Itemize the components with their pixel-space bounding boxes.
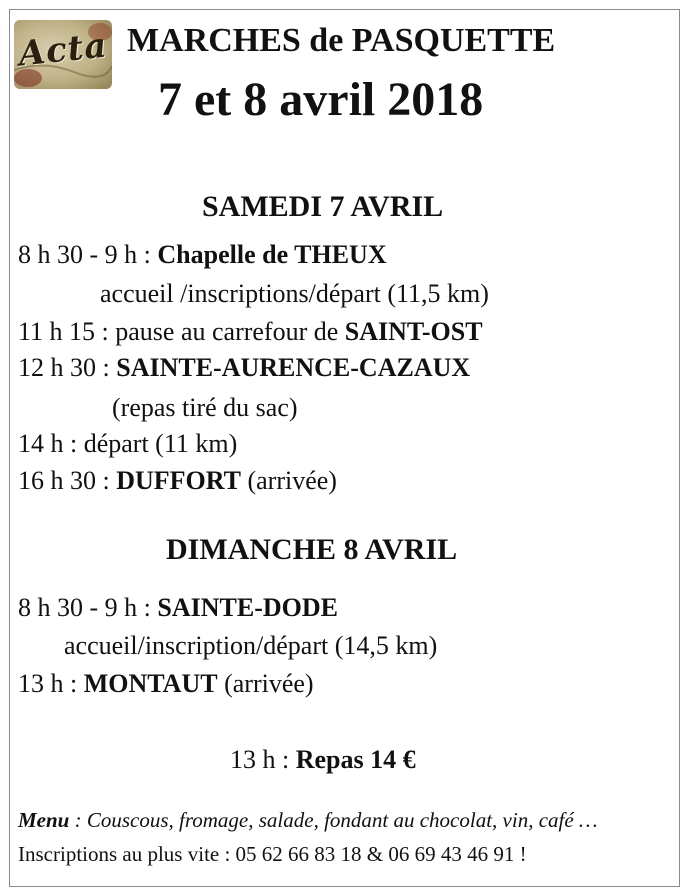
schedule-place: DUFFORT — [116, 466, 241, 495]
schedule-line — [18, 593, 338, 623]
acta-logo — [14, 20, 112, 89]
menu-label: Menu — [18, 808, 70, 832]
schedule-note: (arrivée) — [217, 669, 314, 698]
menu-items: : Couscous, fromage, salade, fondant au chocolat, vin, café … — [69, 808, 598, 832]
schedule-detail: accueil/inscription/départ (14,5 km) — [64, 631, 438, 660]
schedule-line — [18, 240, 387, 270]
logo-text: Acta — [16, 25, 110, 75]
schedule-place: Chapelle de THEUX — [157, 240, 387, 269]
schedule-line — [18, 429, 237, 459]
schedule-place: SAINTE-DODE — [157, 593, 338, 622]
schedule-place: MONTAUT — [83, 669, 218, 698]
schedule-line — [100, 279, 489, 309]
saturday-heading: SAMEDI 7 AVRIL — [202, 190, 444, 223]
schedule-detail: (repas tiré du sac) — [112, 393, 298, 422]
schedule-line — [64, 631, 437, 661]
schedule-detail: 14 h : départ (11 km) — [18, 429, 238, 458]
meal-line — [230, 745, 416, 775]
sunday-heading: DIMANCHE 8 AVRIL — [166, 533, 458, 566]
schedule-time: 12 h 30 : — [18, 353, 117, 382]
event-title: MARCHES de PASQUETTE — [127, 22, 556, 59]
schedule-line — [18, 317, 483, 347]
schedule-line — [112, 393, 298, 423]
schedule-line — [18, 353, 470, 383]
event-dates: 7 et 8 avril 2018 — [158, 73, 484, 126]
schedule-line — [18, 466, 337, 496]
schedule-note: (arrivée) — [240, 466, 337, 495]
schedule-detail: 11 h 15 : pause au carrefour de — [18, 317, 345, 346]
menu-line — [18, 808, 598, 833]
meal-time: 13 h : — [230, 745, 296, 774]
schedule-line — [18, 669, 314, 699]
schedule-time: 8 h 30 - 9 h : — [18, 240, 158, 269]
schedule-time: 8 h 30 - 9 h : — [18, 593, 158, 622]
schedule-time: 13 h : — [18, 669, 84, 698]
meal-price: Repas 14 € — [295, 745, 416, 774]
schedule-time: 16 h 30 : — [18, 466, 117, 495]
schedule-place: SAINT-OST — [344, 317, 483, 346]
schedule-place: SAINTE-AURENCE-CAZAUX — [116, 353, 471, 382]
schedule-detail: accueil /inscriptions/départ (11,5 km) — [100, 279, 489, 308]
inscriptions-line: Inscriptions au plus vite : 05 62 66 83 18 & 06 69 43 46 91 ! — [18, 842, 527, 866]
